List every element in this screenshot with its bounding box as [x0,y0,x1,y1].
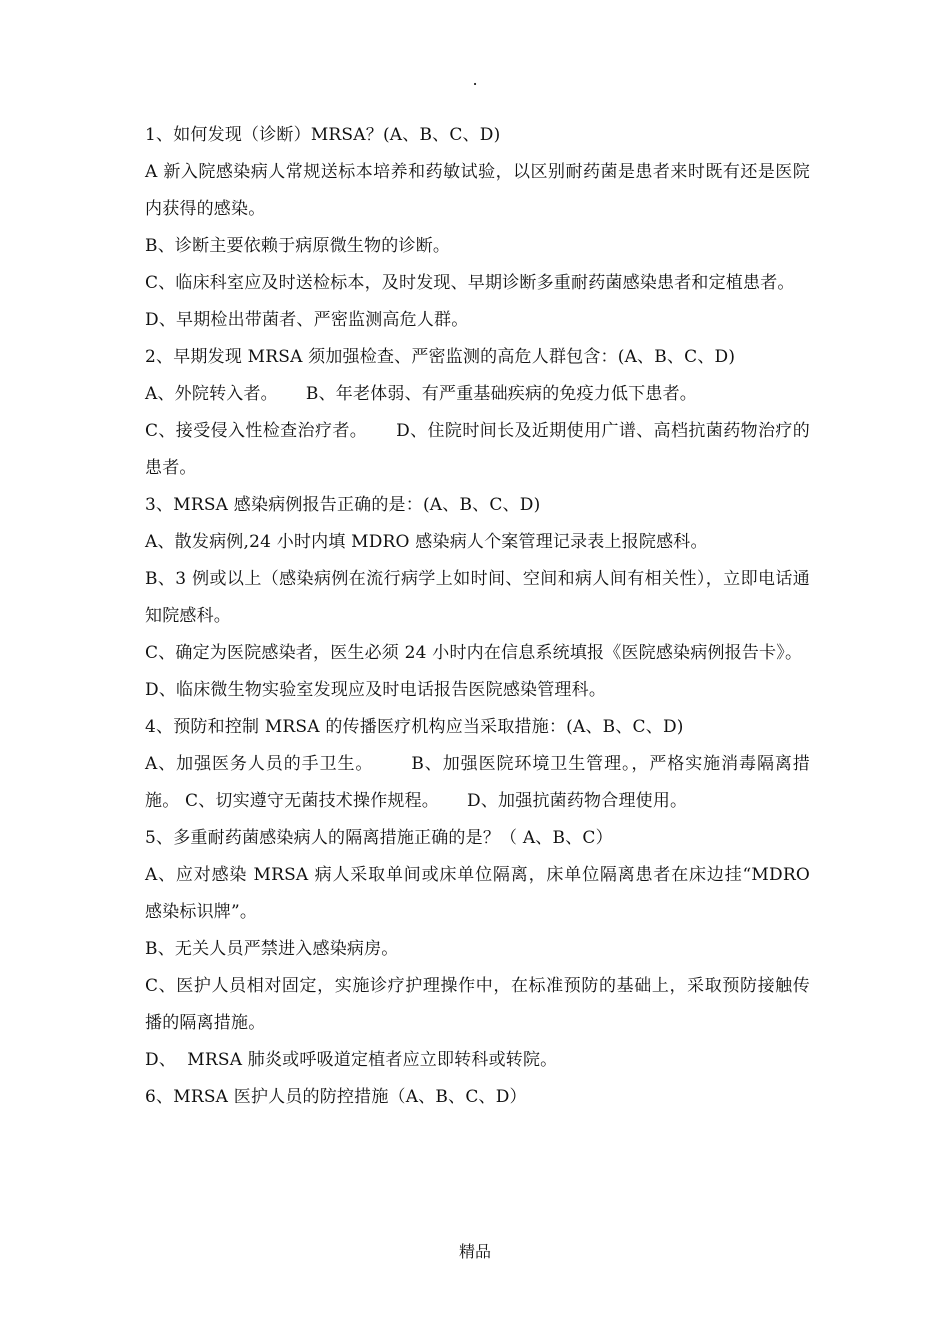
question-3-option-c: C、确定为医院感染者，医生必须 24 小时内在信息系统填报《医院感染病例报告卡》。 [145,643,803,663]
question-6-title: 6、MRSA 医护人员的防控措施（A、B、C、D） [145,1087,527,1107]
question-4-options: A、加强医务人员的手卫生。 B、加强医院环境卫生管理。，严格实施消毒隔离措施。 C、切实遵守无菌技术操作规程。 D、加强抗菌药物合理使用。 [145,754,810,811]
question-1-option-b: B、诊断主要依赖于病原微生物的诊断。 [145,236,451,256]
question-2-options-ab: A、外院转入者。 B、年老体弱、有严重基础疾病的免疫力低下患者。 [145,384,697,404]
question-4-title: 4、预防和控制 MRSA 的传播医疗机构应当采取措施：(A、B、C、D) [145,717,684,737]
question-5-option-a: A、应对感染 MRSA 病人采取单间或床单位隔离，床单位隔离患者在床边挂“MDRO 感染标识牌”。 [145,865,816,922]
question-1-option-a: A 新入院感染病人常规送标本培养和药敏试验，以区别耐药菌是患者来时既有还是医院内获得的感染。 [145,162,810,219]
question-5-title: 5、多重耐药菌感染病人的隔离措施正确的是？（ A、B、C） [145,828,613,848]
question-3-option-b: B、3 例或以上（感染病例在流行病学上如时间、空间和病人间有相关性），立即电话通知院感科。 [145,569,810,626]
question-1-title: 1、如何发现（诊断）MRSA？(A、B、C、D) [145,125,501,145]
question-2-options-cd: C、接受侵入性检查治疗者。 D、住院时间长及近期使用广谱、高档抗菌药物治疗的患者。 [145,421,810,478]
question-2-title: 2、早期发现 MRSA 须加强检查、严密监测的高危人群包含：(A、B、C、D) [145,347,736,367]
question-1-option-c: C、临床科室应及时送检标本，及时发现、早期诊断多重耐药菌感染患者和定植患者。 [145,273,795,293]
question-5-option-d: D、 MRSA 肺炎或呼吸道定植者应立即转科或转院。 [145,1050,558,1070]
question-3-option-d: D、临床微生物实验室发现应及时电话报告医院感染管理科。 [145,680,607,700]
page-footer: 精品 [458,1242,491,1261]
question-5-option-c: C、医护人员相对固定，实施诊疗护理操作中，在标准预防的基础上，采取预防接触传播的隔离措施。 [145,976,810,1033]
page-header-mark: . [472,70,478,89]
question-5-option-b: B、无关人员严禁进入感染病房。 [145,939,399,959]
question-3-option-a: A、散发病例,24 小时内填 MDRO 感染病人个案管理记录表上报院感科。 [145,532,708,552]
question-3-title: 3、MRSA 感染病例报告正确的是：(A、B、C、D) [145,495,541,515]
question-1-option-d: D、早期检出带菌者、严密监测高危人群。 [145,310,469,330]
document-body [145,117,816,1116]
